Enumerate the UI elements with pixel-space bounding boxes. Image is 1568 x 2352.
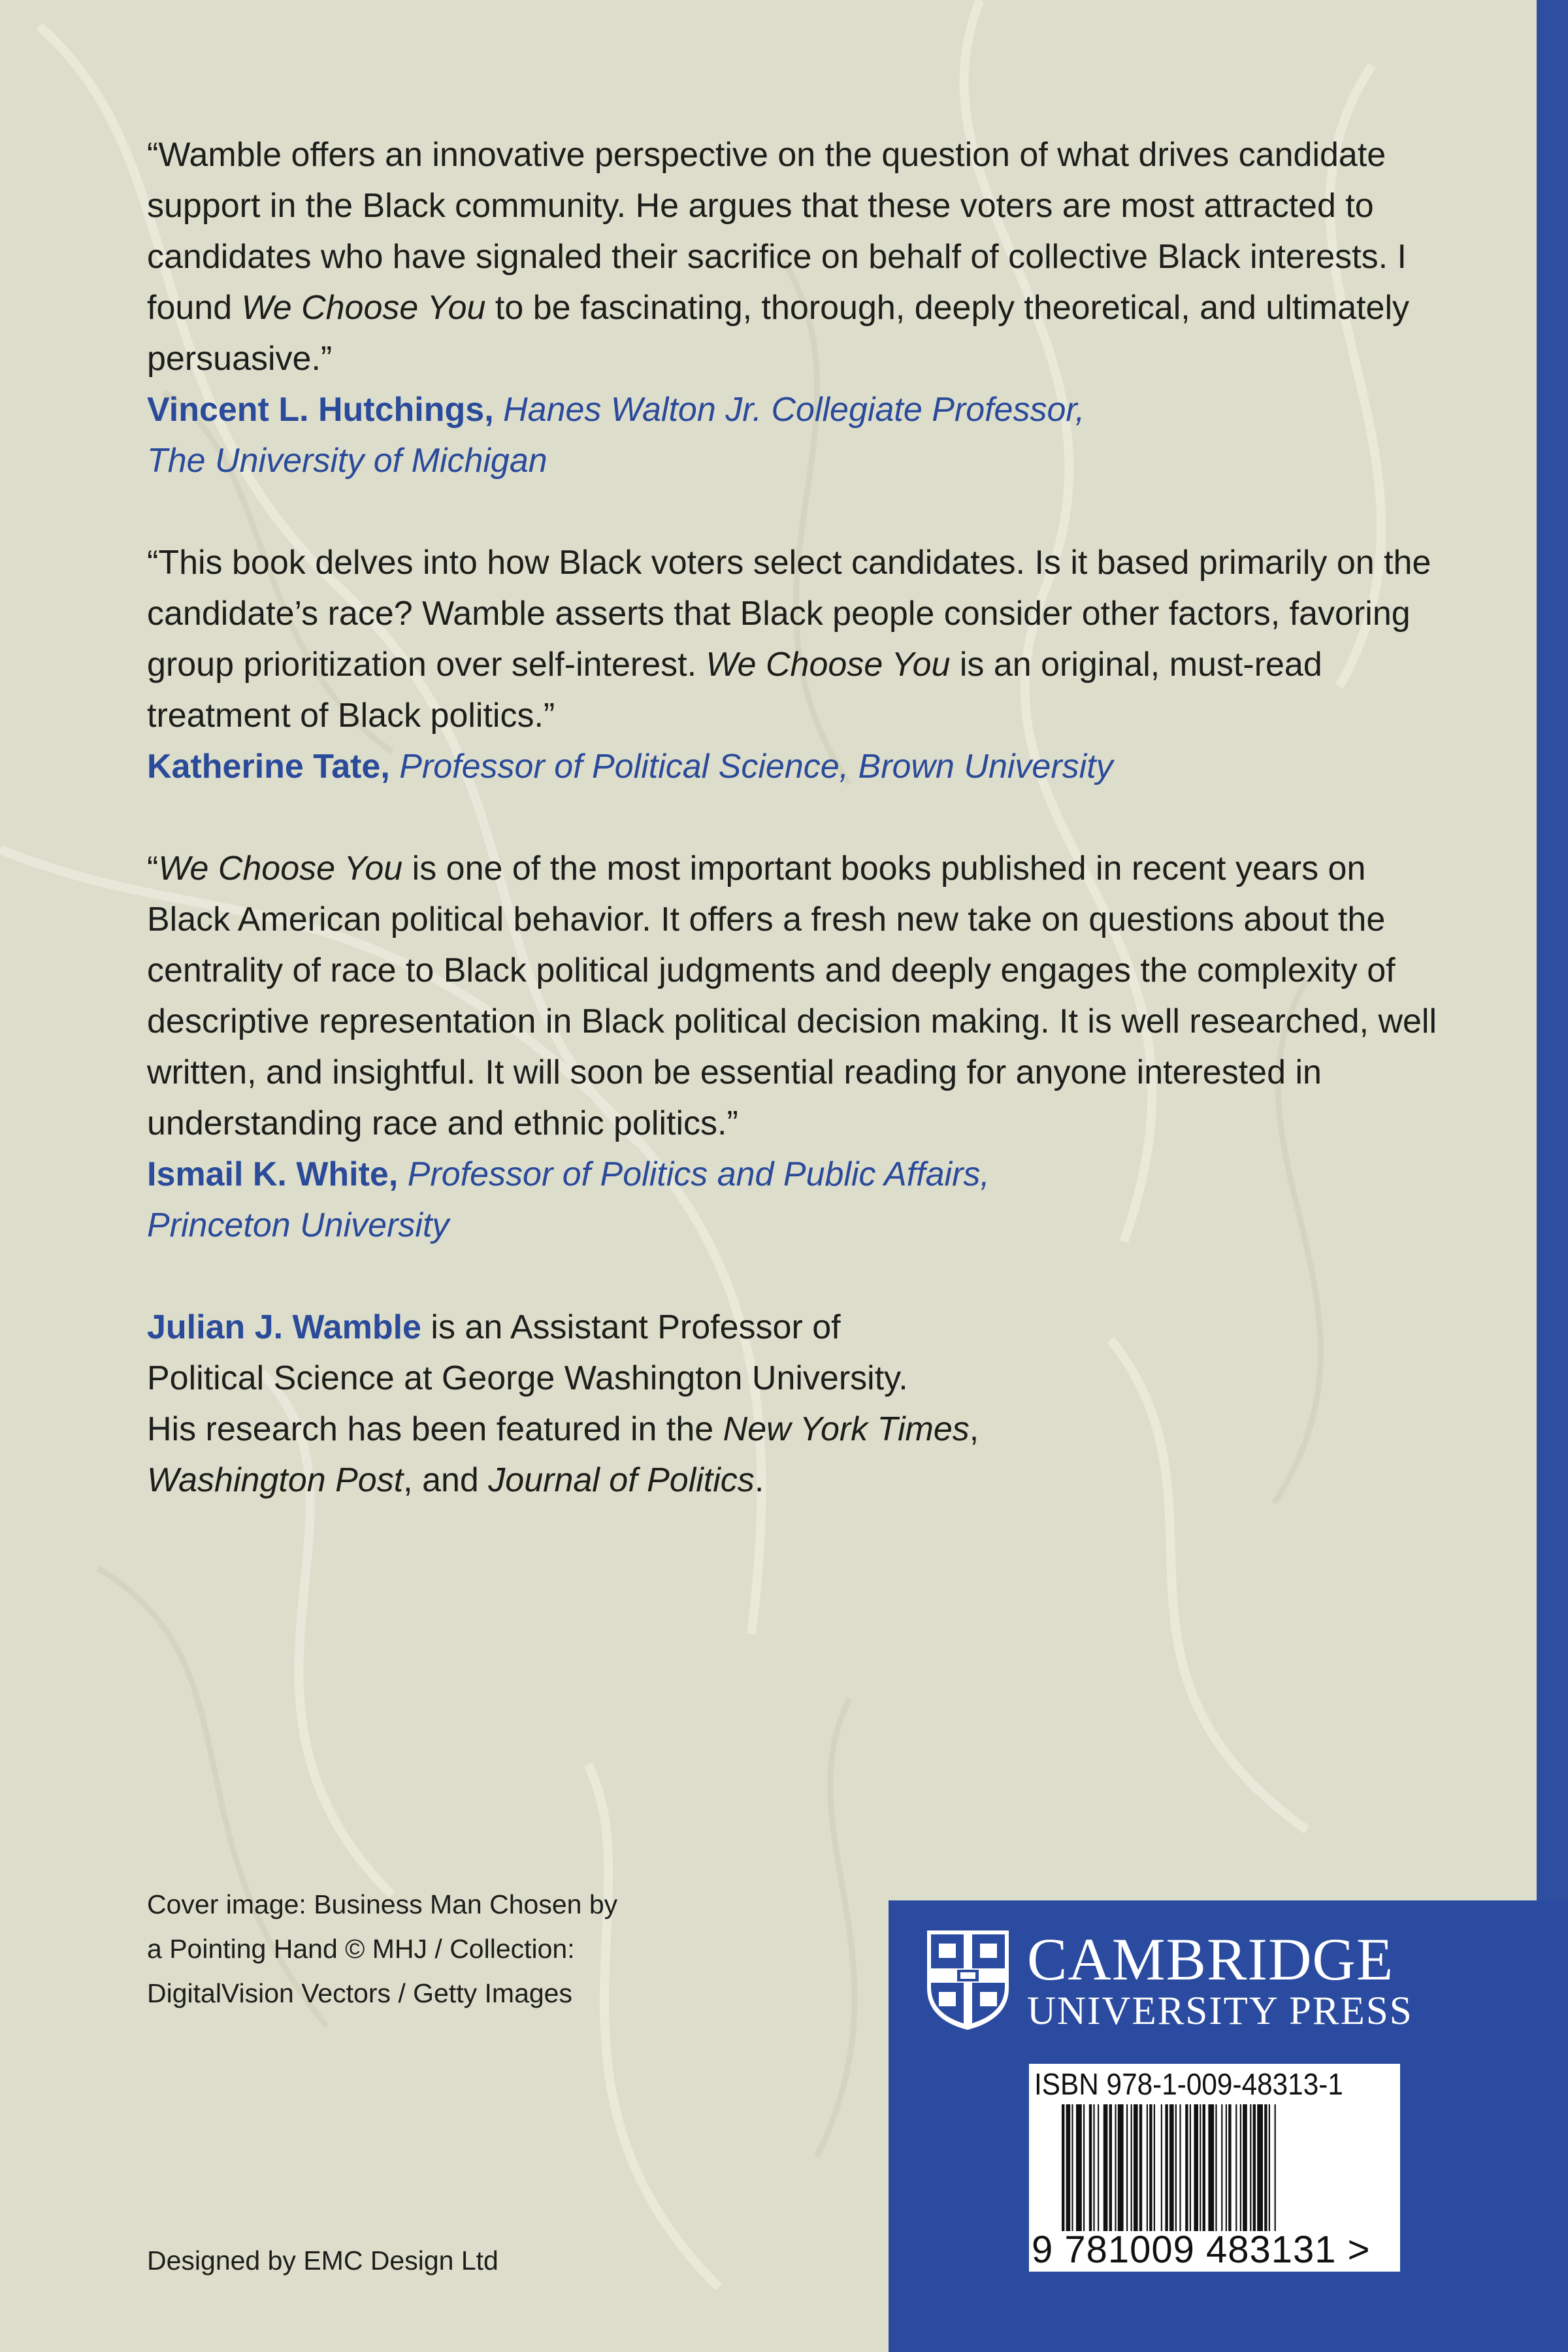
barcode-bar	[1169, 2104, 1174, 2231]
barcode-bar	[1228, 2104, 1231, 2231]
barcode-bar	[1221, 2104, 1222, 2231]
cover-image-credit: Cover image: Business Man Chosen by a Pointing Hand © MHJ / Collection: DigitalVision Vectors / Getty Images	[147, 1889, 618, 2008]
barcode-bar	[1103, 2104, 1108, 2231]
barcode-bar	[1208, 2104, 1214, 2231]
barcode-bar	[1185, 2104, 1188, 2231]
barcode-bar	[1243, 2104, 1247, 2231]
barcode-bar	[1257, 2104, 1263, 2231]
endorsement-attribution	[147, 741, 1454, 792]
barcode-bar	[1066, 2104, 1071, 2231]
barcode-bar	[1115, 2104, 1116, 2231]
endorsement-quote: “This book delves into how Black voters select candidates. Is it based primarily on the candidate’s race? Wamble asserts that Black people consider other factors, favoring group prioritization over self-interest. We Choose You is an original, must-read treatment of Black politics.”	[147, 544, 1431, 735]
endorser-name: Ismail K. White,	[147, 1155, 399, 1193]
barcode-bar	[1083, 2104, 1085, 2231]
endorser-role: Professor of Politics and Public Affairs,	[407, 1155, 990, 1193]
barcode-bar	[1253, 2104, 1256, 2231]
barcode-digits: 9 781009 483131 >	[1032, 2228, 1371, 2271]
author-name: Julian J. Wamble	[147, 1308, 421, 1346]
designer-credit: Designed by EMC Design Ltd	[147, 2245, 498, 2276]
endorser-name: Vincent L. Hutchings,	[147, 391, 494, 429]
barcode-bar	[1118, 2104, 1124, 2231]
barcode-bar	[1175, 2104, 1177, 2231]
cambridge-shield-icon	[924, 1928, 1011, 2031]
barcode-bar	[1200, 2104, 1201, 2231]
publisher-panel	[889, 1900, 1568, 2352]
barcode-bar	[1098, 2104, 1099, 2231]
barcode-bar	[1269, 2104, 1270, 2231]
endorser-role: Professor of Political Science, Brown University	[399, 748, 1113, 786]
publisher-subname: UNIVERSITY PRESS	[1027, 1989, 1413, 2033]
barcode-bar	[1275, 2104, 1276, 2231]
endorser-institution: Princeton University	[147, 1206, 449, 1244]
author-bio: Julian J. Wamble is an Assistant Professor of Political Science at George Washington University. His research has been featured in the New York Times, Washington Post, and Journal of Politics.	[147, 1308, 979, 1499]
barcode-bar	[1126, 2104, 1128, 2231]
barcode-bar	[1071, 2104, 1073, 2231]
barcode-bar	[1250, 2104, 1251, 2231]
endorsement-attribution	[147, 1149, 1454, 1251]
endorsement-attribution	[147, 384, 1454, 486]
barcode-bar	[1149, 2104, 1152, 2231]
barcode-bar	[1154, 2104, 1155, 2231]
barcode-bar	[1203, 2104, 1205, 2231]
endorsement-quote: “We Choose You is one of the most important books published in recent years on Black American political behavior. It offers a fresh new take on questions about the centrality of race to Black political judgments and deeply engages the complexity of descriptive representation in Black political decision making. It is well researched, well written, and insightful. It will soon be essential reading for anyone interested in understanding race and ethnic politics.”	[147, 850, 1437, 1142]
barcode-bars	[1036, 2104, 1394, 2231]
barcode-bar	[1161, 2104, 1162, 2231]
barcode-bar	[1194, 2104, 1198, 2231]
isbn-label: ISBN 978-1-009-48313-1	[1034, 2067, 1343, 2101]
barcode-bar	[1139, 2104, 1142, 2231]
barcode-bar	[1089, 2104, 1092, 2231]
barcode-bar	[1240, 2104, 1241, 2231]
barcode-bar	[1215, 2104, 1217, 2231]
barcode-bar	[1147, 2104, 1148, 2231]
barcode-bar	[1190, 2104, 1191, 2231]
endorser-role: Hanes Walton Jr. Collegiate Professor,	[503, 391, 1085, 429]
barcode-bar	[1165, 2104, 1168, 2231]
barcode-bar	[1264, 2104, 1267, 2231]
endorser-name: Katherine Tate,	[147, 748, 390, 786]
endorsement-quote: “Wamble offers an innovative perspective on the question of what drives candidate support in the Black community. He argues that these voters are most attracted to candidates who have signaled their sacrifice on behalf of collective Black interests. I found We Choose You to be fascinating, thorough, deeply theoretical, and ultimately persuasive.”	[147, 136, 1410, 378]
publisher-name: CAMBRIDGE	[1027, 1926, 1394, 1993]
barcode-bar	[1109, 2104, 1112, 2231]
endorser-institution: The University of Michigan	[147, 442, 547, 480]
barcode-bar	[1235, 2104, 1237, 2231]
barcode-bar	[1179, 2104, 1181, 2231]
back-cover-text	[147, 129, 1454, 1506]
barcode-bar	[1093, 2104, 1094, 2231]
barcode-bar	[1131, 2104, 1132, 2231]
barcode	[1029, 2064, 1400, 2272]
barcode-bar	[1076, 2104, 1082, 2231]
barcode-bar	[1134, 2104, 1138, 2231]
barcode-bar	[1062, 2104, 1064, 2231]
barcode-bar	[1226, 2104, 1227, 2231]
